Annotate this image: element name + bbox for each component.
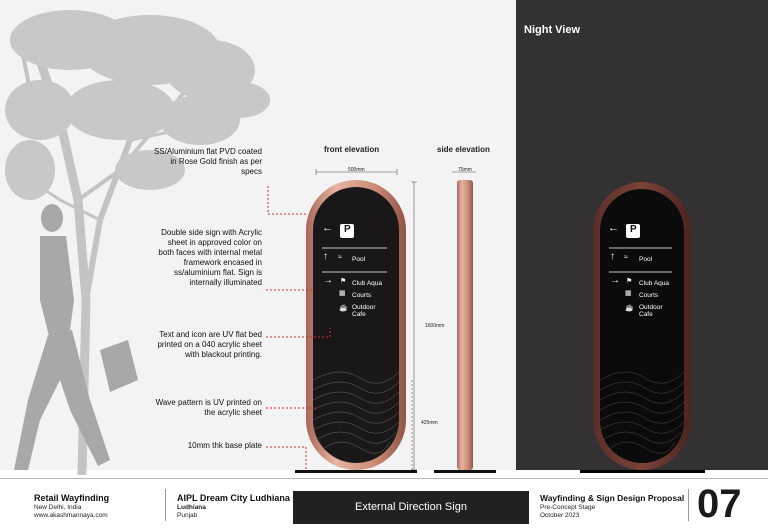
night-parking-sign-icon: P [630,224,637,235]
courts-label: Courts [352,292,372,299]
footer-stage: Pre-Concept Stage [540,504,596,511]
note-frame-finish: SS/Aluminium flat PVD coated in Rose Gold finish as per specs [153,147,262,176]
cafe-label-line2: Cafe [352,311,366,318]
footer-project-state: Punjab [177,512,198,519]
footer-company-title: Retail Wayfinding [34,493,110,503]
note-double-side-sign: Double side sign with Acrylic sheet in approved color on both faces with internal metal framework encased in ss/aluminium flat. Sign is internally illuminated [158,228,262,287]
arrow-right-icon: → [323,275,333,286]
footer-divider-right [688,489,689,521]
front-width-dimension: 500mm [348,167,365,173]
note-wave-pattern: Wave pattern is UV printed on the acrylic sheet [155,398,262,417]
height-dimension: 1600mm [425,323,445,329]
flag-icon: ⚑ [340,278,347,285]
night-cafe-label-line2: Cafe [639,311,653,318]
night-view-title: Night View [524,24,581,36]
night-arrow-left-icon: ← [608,222,619,234]
side-elevation-title: side elevation [437,145,490,154]
footer-divider [165,489,166,521]
night-arrow-right-icon: → [610,275,620,286]
night-pool-label: Pool [639,256,653,263]
courts-icon: ▦ [339,290,346,297]
night-courts-icon: ▦ [625,290,632,297]
night-arrow-up-icon: ↑ [610,251,615,262]
note-uv-print: Text and icon are UV flat bed printed on a 040 acrylic sheet with blackout printing. [157,330,262,359]
cafe-label-line1: Outdoor [352,304,376,311]
title-block-footer [0,478,768,529]
club-aqua-label: Club Aqua [352,280,382,287]
front-sign-drawing [295,180,417,473]
footer-project-city: Ludhiana [177,504,206,511]
footer-date: October 2023 [540,512,580,519]
night-cafe-icon: ☕ [625,305,634,312]
footer-company-location: New Delhi, India [34,504,82,511]
swimmer-icon: ≈ [338,254,342,261]
night-swimmer-icon: ≈ [624,254,628,261]
page-number: 07 [697,482,742,526]
footer-proposal-title: Wayfinding & Sign Design Proposal [540,493,685,503]
parking-sign-icon: P [344,224,351,235]
note-base-plate: 10mm thk base plate [187,441,262,450]
arrow-left-icon: ← [322,222,333,234]
night-club-aqua-label: Club Aqua [639,280,669,287]
pool-label: Pool [352,256,366,263]
front-elevation-title: front elevation [324,145,380,154]
night-flag-icon: ⚑ [626,278,633,285]
night-courts-label: Courts [639,292,659,299]
cafe-icon: ☕ [339,305,348,312]
footer-company-website: www.akashmannaya.com [34,512,108,519]
side-width-dimension: 75mm [458,167,472,173]
night-sign-drawing [580,182,705,473]
footer-project-title: AIPL Dream City Ludhiana [177,493,290,503]
side-sign-drawing [434,180,496,473]
night-cafe-label-line1: Outdoor [639,304,663,311]
sheet-title: External Direction Sign [293,491,529,524]
wave-height-dimension: 425mm [421,420,438,426]
arrow-up-icon: ↑ [323,251,328,262]
